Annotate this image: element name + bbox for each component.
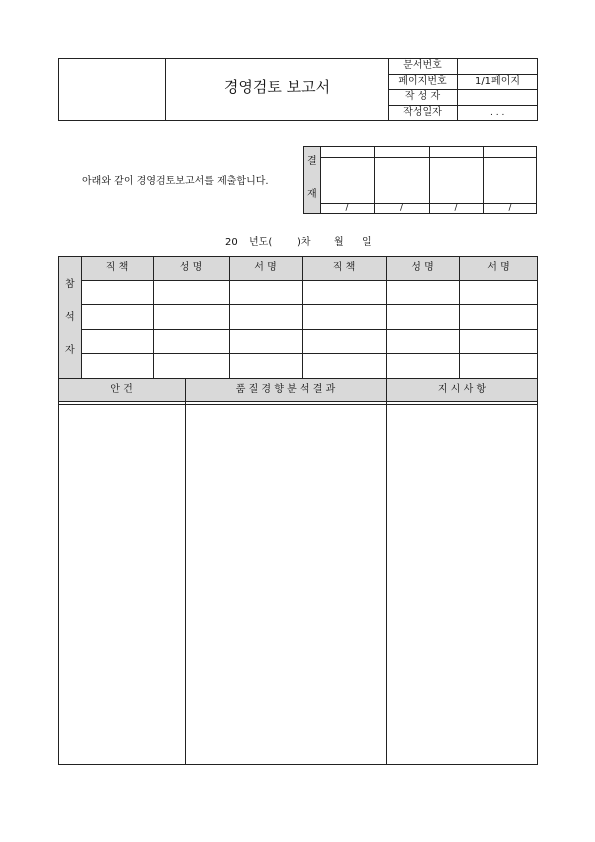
- header-row-line: [388, 105, 538, 106]
- attendees-row-line: [81, 329, 538, 330]
- header-row-line: [388, 74, 538, 75]
- attendees-col-divider: [153, 256, 154, 378]
- page-title: 경영검토 보고서: [223, 78, 331, 96]
- meeting-date-day: 일: [362, 237, 372, 248]
- attendees-row-line: [81, 304, 538, 305]
- content-col-instructions: 지 시 사 항: [437, 384, 487, 395]
- approval-sign-cell[interactable]: [375, 158, 429, 203]
- page-number-value: 1/1페이지: [474, 76, 521, 87]
- date-label: 작성일자: [403, 107, 442, 118]
- meeting-date-prefix: 20: [225, 237, 238, 248]
- meeting-date-year: 년도(: [249, 237, 273, 248]
- attendees-col-title: 직 책: [105, 262, 129, 273]
- header-row-line: [388, 89, 538, 90]
- author-label: 작 성 자: [404, 91, 441, 102]
- approval-date-slash[interactable]: /: [454, 203, 458, 213]
- page-number-label: 페이지번호: [398, 76, 447, 87]
- attendees-side-label-3: 자: [65, 345, 75, 356]
- content-col-analysis: 품 질 경 향 분 석 결 과: [235, 384, 336, 395]
- meeting-date-month: 월: [334, 237, 344, 248]
- attendees-side-label-2: 석: [65, 312, 75, 323]
- attendees-col-divider: [81, 256, 82, 378]
- attendees-col-name: 성 명: [411, 262, 434, 273]
- logo-area: [59, 59, 164, 120]
- content-analysis-area[interactable]: [186, 405, 386, 764]
- attendees-col-divider: [302, 256, 303, 378]
- meeting-date-round: )차: [297, 237, 311, 248]
- attendees-col-title: 직 책: [332, 262, 356, 273]
- attendees-col-divider: [229, 256, 230, 378]
- approval-sign-cell[interactable]: [321, 158, 374, 203]
- date-value[interactable]: . . .: [490, 108, 505, 118]
- submission-text: 아래와 같이 경영검토보고서를 제출합니다.: [82, 176, 269, 187]
- approval-label-top: 결: [307, 156, 317, 167]
- attendees-row-line: [81, 353, 538, 354]
- approval-sign-cell[interactable]: [430, 158, 483, 203]
- approval-date-slash[interactable]: /: [345, 203, 349, 213]
- content-instructions-area[interactable]: [387, 405, 537, 764]
- content-agenda-area[interactable]: [59, 405, 185, 764]
- approval-date-slash[interactable]: /: [508, 203, 512, 213]
- approval-label-bottom: 재: [307, 189, 317, 200]
- approval-date-slash[interactable]: /: [399, 203, 404, 213]
- doc-number-label: 문서번호: [403, 60, 442, 71]
- attendees-col-signature: 서 명: [487, 262, 510, 273]
- attendees-col-divider: [459, 256, 460, 378]
- attendees-col-signature: 서 명: [254, 262, 277, 273]
- approval-sign-cell[interactable]: [484, 158, 537, 203]
- attendees-row-line: [81, 280, 538, 281]
- content-col-agenda: 안 건: [110, 384, 133, 395]
- attendees-side-label-1: 참: [65, 279, 75, 290]
- content-header-line: [58, 401, 538, 402]
- attendees-col-divider: [386, 256, 387, 378]
- attendees-col-name: 성 명: [179, 262, 203, 273]
